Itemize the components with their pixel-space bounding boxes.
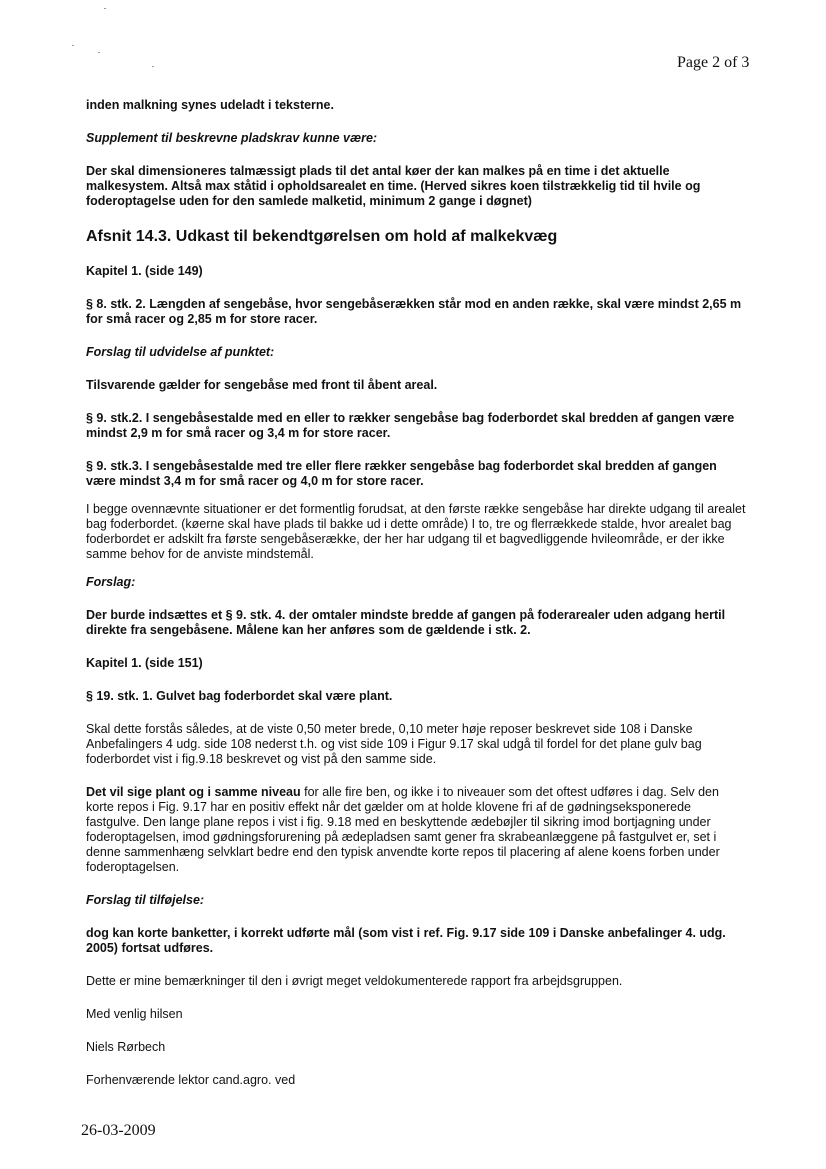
section-heading: Afsnit 14.3. Udkast til bekendtgørelsen om hold af malkekvæg (86, 228, 558, 245)
comment-text: I begge ovennævnte situationer er det formentlig forudsat, at den første række sengebåse har direkte udgang til arealet bag foderbordet. (køerne skal have plads til bakke ud i dette område) I to, tre og flerrækkede stalde, hvor arealet bag foderbordet er adskilt fra første sengebåserække, der her har udgang til et bagvedliggende hvileområde, er der ikke samme behov for de anviste mindstemål. (86, 502, 746, 561)
chapter-heading: Kapitel 1. (side 149) (86, 264, 203, 278)
supplement-heading: Supplement til beskrevne pladskrav kunne være: (86, 131, 378, 145)
supplement-text: Der skal dimensioneres talmæssigt plads til det antal køer der kan malkes på en time i det aktuelle malkesystem. Altså max ståtid i opholdsarealet en time. (Herved sikres koen tilstrækkelig tid til hvile og foderoptagelse uden for den samlede malketid, minimum 2 gange i døgnet) (86, 164, 701, 208)
scan-speck (152, 66, 154, 67)
addition-heading: Forslag til tilføjelse: (86, 893, 205, 907)
paragraph-8: § 8. stk. 2. Længden af sengebåse, hvor sengebåserækken står mod en anden række, skal være mindst 2,65 m for små racer og 2,85 m for store racer. (86, 297, 742, 326)
signature-title: Forhenværende lektor cand.agro. ved (86, 1073, 296, 1087)
emphasis-lead: Det vil sige plant og i samme niveau (86, 785, 301, 799)
paragraph-9-2: § 9. stk.2. I sengebåsestalde med en eller to rækker sengebåse bag foderbordet skal bredden af gangen være mindst 2,9 m for små racer og 3,4 m for store racer. (86, 411, 735, 440)
explanation-body: for alle fire ben, og ikke i to niveauer som det oftest udføres i dag. Selv den korte repos i Fig. 9.17 har en positiv effekt når det gælder om at holde klovene fri af de gødningseksponerede fastgulve. Den lange plane repos i vist i fig. 9.18 med en beskyttende ædebøjler til sikring imod bortjagning under foderoptagelsen, imod gødningsforurening på ædepladsen samt gener fra skrabeanlæggene på fastgulvet er, set i denne sammenhæng selvklart bedre end den typisk anvendte korte repos til placering af alene koens forben under foderoptagelsen. (86, 785, 720, 874)
intro-line: inden malkning synes udeladt i teksterne. (86, 98, 334, 112)
proposal-heading: Forslag til udvidelse af punktet: (86, 345, 275, 359)
scan-speck (98, 52, 100, 53)
scan-speck (72, 45, 74, 46)
proposal-text: Der burde indsættes et § 9. stk. 4. der omtaler mindste bredde af gangen på foderarealer uden adgang hertil direkte fra sengebåsene. Målene kan her anføres som de gældende i stk. 2. (86, 608, 726, 637)
proposal-text: Tilsvarende gælder for sengebåse med front til åbent areal. (86, 378, 438, 392)
signature-name: Niels Rørbech (86, 1040, 166, 1054)
paragraph-9-3: § 9. stk.3. I sengebåsestalde med tre eller flere rækker sengebåse bag foderbordet skal bredden af gangen være mindst 3,4 m for små racer og 4,0 m for store racer. (86, 459, 717, 488)
chapter-heading: Kapitel 1. (side 151) (86, 656, 203, 670)
paragraph-19: § 19. stk. 1. Gulvet bag foderbordet skal være plant. (86, 689, 393, 703)
explanation-text (86, 785, 746, 875)
scan-speck (104, 8, 106, 9)
letter-body (86, 98, 746, 1088)
proposal-heading: Forslag: (86, 575, 136, 589)
salutation: Med venlig hilsen (86, 1007, 183, 1021)
question-text: Skal dette forstås således, at de viste 0,50 meter brede, 0,10 meter høje reposer beskrevet side 108 i Danske Anbefalingers 4 udg. side 108 nederst t.h. og vist side 109 i Figur 9.17 skal udgå til fordel for det plane gulv bag foderbordet vist i fig.9.18 beskrevet og vist på den samme side. (86, 722, 702, 766)
addition-text: dog kan korte banketter, i korrekt udførte mål (som vist i ref. Fig. 9.17 side 109 i Danske anbefalinger 4. udg. 2005) fortsat udføres. (86, 926, 726, 955)
closing-remark: Dette er mine bemærkninger til den i øvrigt meget veldokumenterede rapport fra arbejdsgruppen. (86, 974, 623, 988)
page-number: Page 2 of 3 (677, 54, 750, 71)
document-date: 26-03-2009 (81, 1122, 156, 1139)
